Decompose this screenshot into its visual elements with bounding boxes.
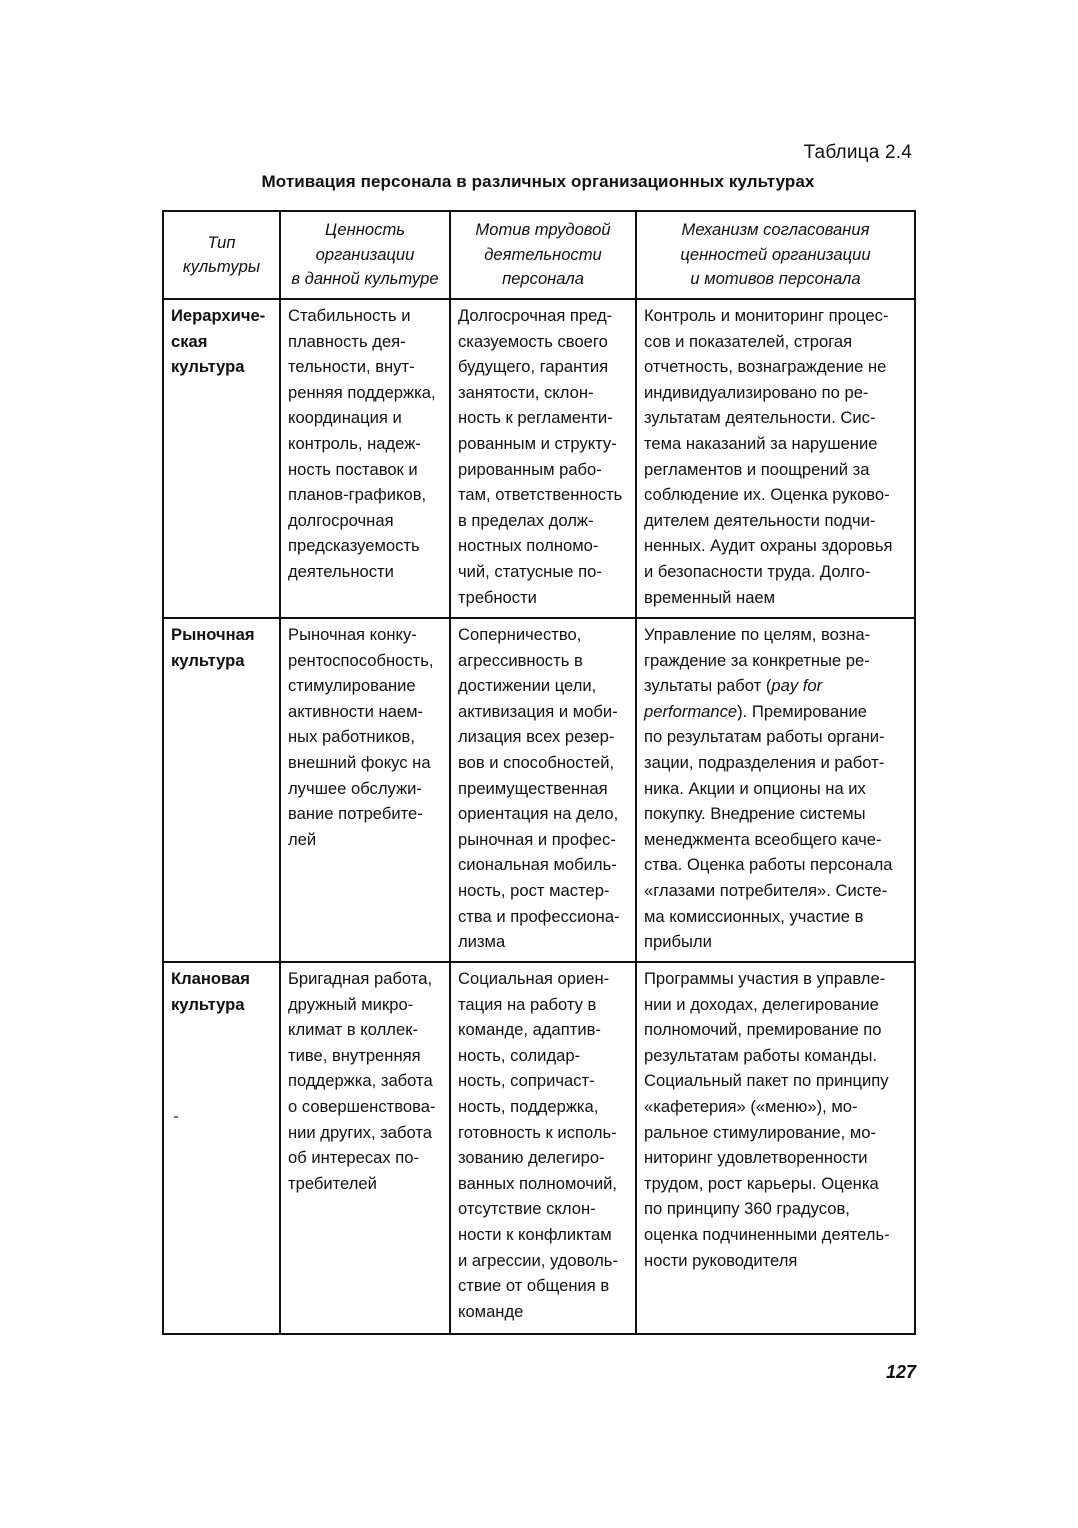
work-motive-cell: Соперничество, агрессивность в достижении цели, активизация и моби- лизация всех резер- вов и способностей, преимущественная ориентация на дело, рыночная и профес- сиональная мобиль- ность, рост мастер- ства и профессиона- лизма bbox=[450, 618, 636, 962]
work-motive-cell: Социальная ориен- тация на работу в команде, адаптив- ность, солидар- ность, сопричаст- ность, поддержка, готовность к исполь- зованию делегиро- ванных полномочий, отсутствие склон- ности к конфликтам и агрессии, удоволь- ствие от общения в команде bbox=[450, 962, 636, 1334]
header-culture-type: Тип культуры bbox=[163, 211, 280, 299]
page-number: 127 bbox=[885, 1362, 916, 1382]
mechanism-cell: Контроль и мониторинг процес- сов и показателей, строгая отчетность, вознаграждение не индивидуализировано по ре- зультатам деятельности. Сис- тема наказаний за нарушение регламентов и поощрений за соблюдение их. Оценка руково- дителем деятельности подчи- ненных. Аудит охраны здоровья и безопасности труда. Долго- временный наем bbox=[636, 299, 915, 618]
header-organization-value: Ценность организации в данной культуре bbox=[280, 211, 450, 299]
table-row bbox=[163, 299, 915, 618]
mechanism-cell: Программы участия в управле- нии и доходах, делегирование полномочий, премирование по результатам работы команды. Социальный пакет по принципу «кафетерия» («меню»), мо- ральное стимулирование, мо- ниторинг удовлетворенности трудом, рост карьеры. Оценка по принципу 360 градусов, оценка подчиненными деятель- ности руководителя bbox=[636, 962, 915, 1334]
scan-speck bbox=[174, 1116, 178, 1118]
motivation-table bbox=[162, 210, 916, 1335]
culture-type-cell: Иерархиче- ская культура bbox=[163, 299, 280, 618]
table-title: Мотивация персонала в различных организационных культурах bbox=[261, 172, 815, 191]
table-row bbox=[163, 962, 915, 1334]
header-alignment-mechanism: Механизм согласования ценностей организации и мотивов персонала bbox=[636, 211, 915, 299]
culture-type-cell: Клановая культура bbox=[163, 962, 280, 1334]
table-number: Таблица 2.4 bbox=[803, 142, 912, 163]
header-work-motive: Мотив трудовой деятельности персонала bbox=[450, 211, 636, 299]
culture-type-cell: Рыночная культура bbox=[163, 618, 280, 962]
table-header-row bbox=[163, 211, 915, 299]
table-row bbox=[163, 618, 915, 962]
mechanism-cell: Управление по целям, возна- граждение за конкретные ре- зультаты работ (pay for performance). Премирование по результатам работы органи- зации, подразделения и работ- ника. Акции и опционы на их покупку. Внедрение системы менеджмента всеобщего каче- ства. Оценка работы персонала «глазами потребителя». Систе- ма комиссионных, участие в прибыли bbox=[636, 618, 915, 962]
english-term: pay for performance bbox=[644, 676, 823, 721]
organization-value-cell: Рыночная конку- рентоспособность, стимулирование активности наем- ных работников, внешний фокус на лучшее обслужи- вание потребите- лей bbox=[280, 618, 450, 962]
organization-value-cell: Бригадная работа, дружный микро- климат в коллек- тиве, внутренняя поддержка, забота о совершенствова- нии других, забота об интересах по- требителей bbox=[280, 962, 450, 1334]
work-motive-cell: Долгосрочная пред- сказуемость своего будущего, гарантия занятости, склон- ность к регламенти- рованным и структу- рированным рабо- там, ответственность в пределах долж- ностных полномо- чий, статусные по- требности bbox=[450, 299, 636, 618]
organization-value-cell: Стабильность и плавность дея- тельности, внут- ренняя поддержка, координация и контроль, надеж- ность поставок и планов-графиков, долгосрочная предсказуемость деятельности bbox=[280, 299, 450, 618]
